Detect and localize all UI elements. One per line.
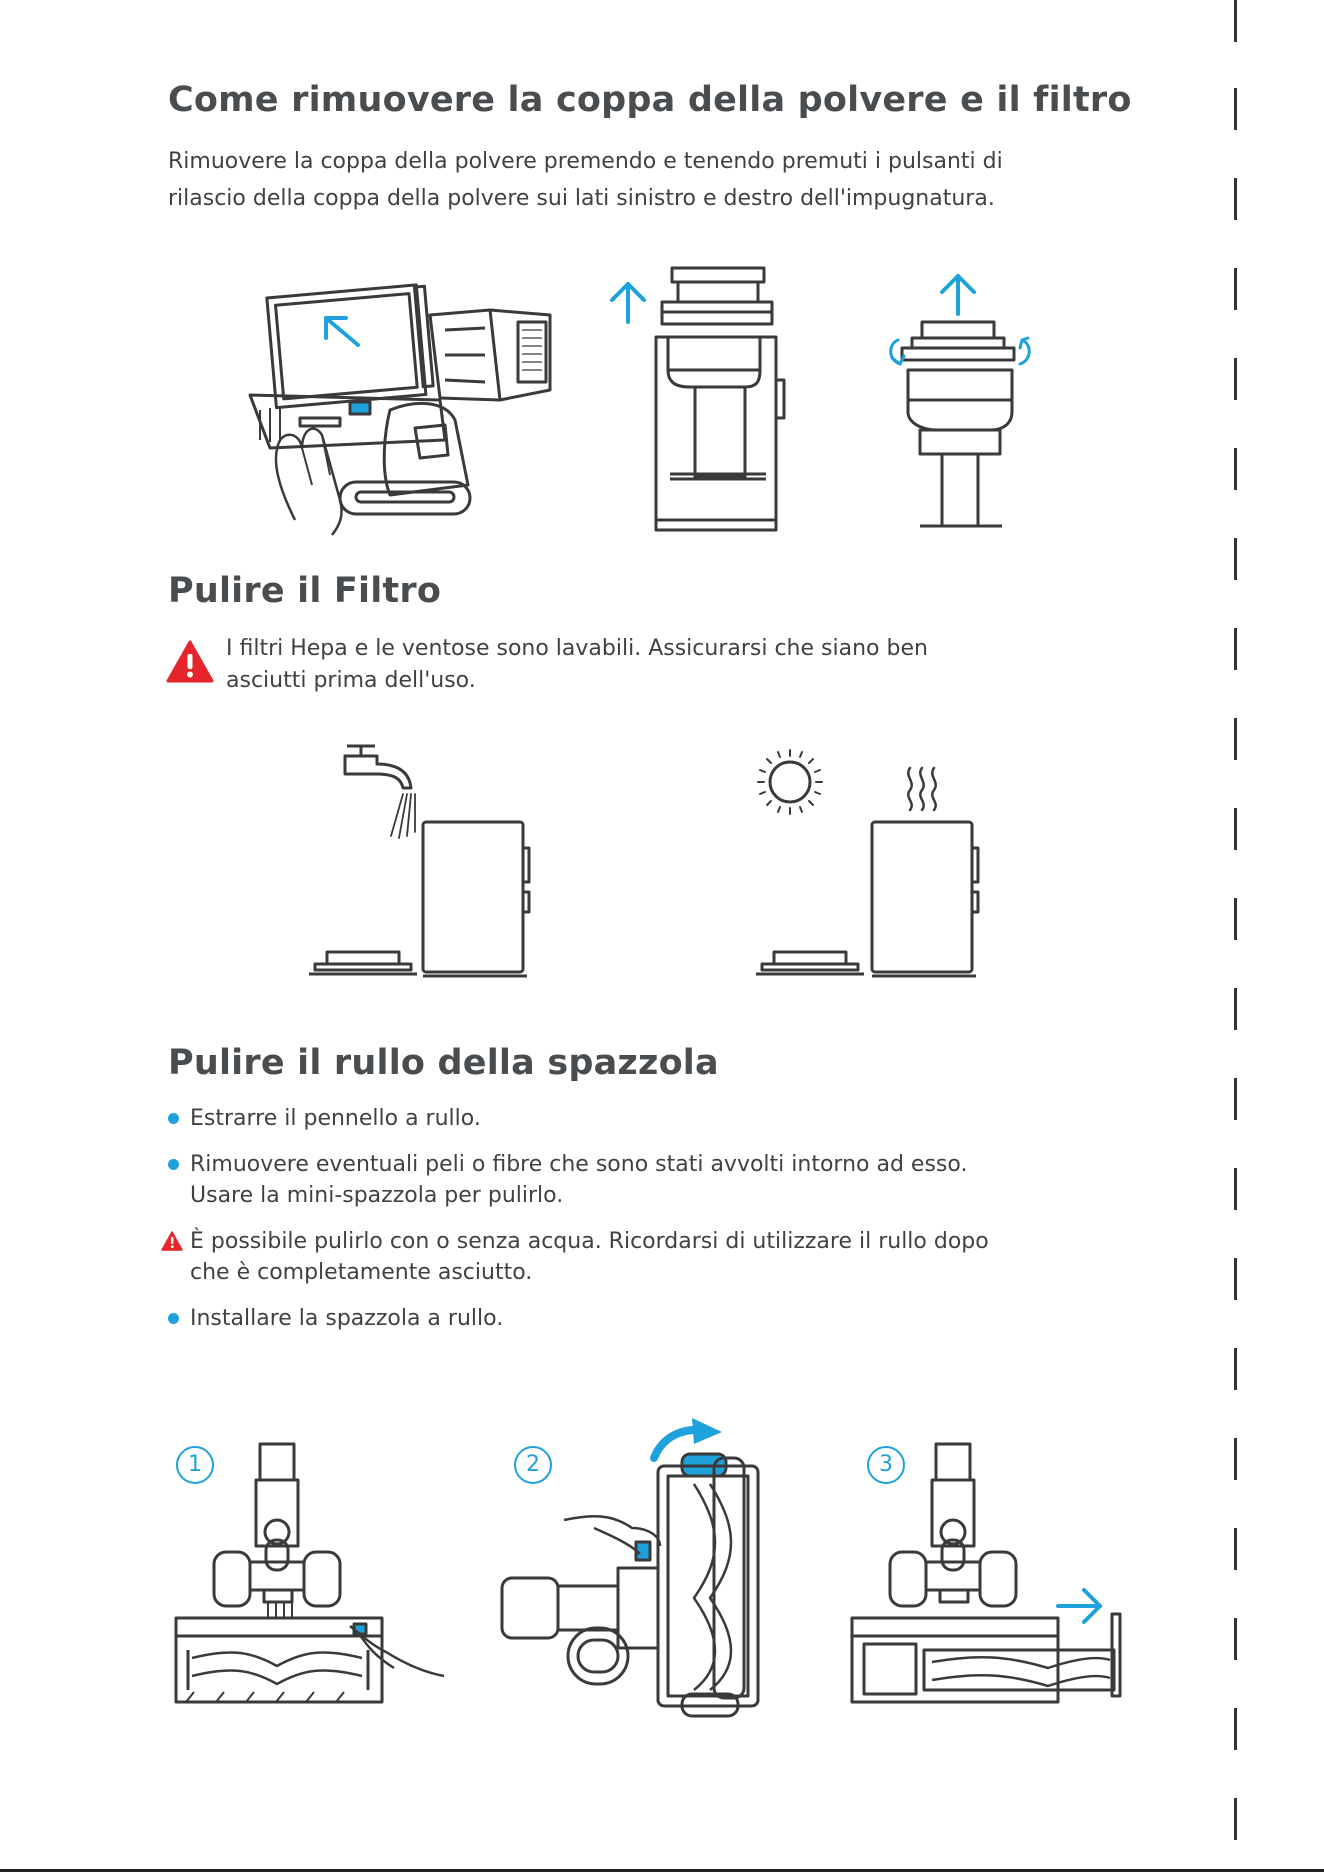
step-number-2: 2	[514, 1446, 552, 1484]
list-item: Estrarre il pennello a rullo.	[168, 1103, 1168, 1134]
arrow-right-icon	[1058, 1590, 1100, 1622]
bullet-icon	[168, 1313, 179, 1324]
list-item: Rimuovere eventuali peli o fibre che sono stati avvolti intorno ad esso. Usare la mini-spazzola per pulirlo.	[168, 1149, 1168, 1211]
warning-text-line: I filtri Hepa e le ventose sono lavabili. Assicurarsi che siano ben	[226, 636, 928, 661]
list-item: È possibile pulirlo con o senza acqua. Ricordarsi di utilizzare il rullo dopo che è completamente asciutto.	[168, 1226, 1168, 1288]
section-text-line: Rimuovere la coppa della polvere premendo e tenendo premuti i pulsanti di	[168, 149, 1003, 174]
sun-icon	[758, 750, 822, 814]
illustration-brush-install	[848, 1440, 1128, 1720]
section-title-clean-filter: Pulire il Filtro	[168, 571, 442, 611]
step-number-3: 3	[867, 1446, 905, 1484]
instruction-list	[168, 1103, 1168, 1349]
warning-text-line: asciutti prima dell'uso.	[226, 668, 476, 693]
list-item: Installare la spazzola a rullo.	[168, 1303, 1168, 1334]
warning-icon	[166, 640, 214, 684]
warning-icon	[161, 1231, 183, 1251]
section-title-remove-dustcup: Come rimuovere la coppa della polvere e il filtro	[168, 80, 1132, 120]
arrow-curve-icon	[654, 1418, 722, 1458]
illustration-filter-twist	[880, 262, 1050, 540]
section-title-clean-brush-roll: Pulire il rullo della spazzola	[168, 1043, 719, 1083]
illustration-brush-remove	[482, 1418, 782, 1724]
illustration-dustcup-lift	[600, 262, 790, 540]
illustration-dry-filter	[750, 740, 990, 990]
bullet-icon	[168, 1113, 179, 1124]
steam-icon	[908, 768, 935, 810]
cut-line	[1234, 0, 1238, 1872]
faucet-icon	[345, 746, 411, 788]
arrow-up-icon	[942, 276, 974, 314]
illustration-wash-filter	[305, 740, 535, 990]
step-number-1: 1	[176, 1446, 214, 1484]
bullet-icon	[168, 1159, 179, 1170]
section-text-line: rilascio della coppa della polvere sui lati sinistro e destro dell'impugnatura.	[168, 186, 995, 211]
arrow-up-icon	[612, 284, 644, 322]
illustration-brush-release	[172, 1440, 452, 1720]
illustration-vacuum-release-dustcup	[240, 270, 570, 540]
